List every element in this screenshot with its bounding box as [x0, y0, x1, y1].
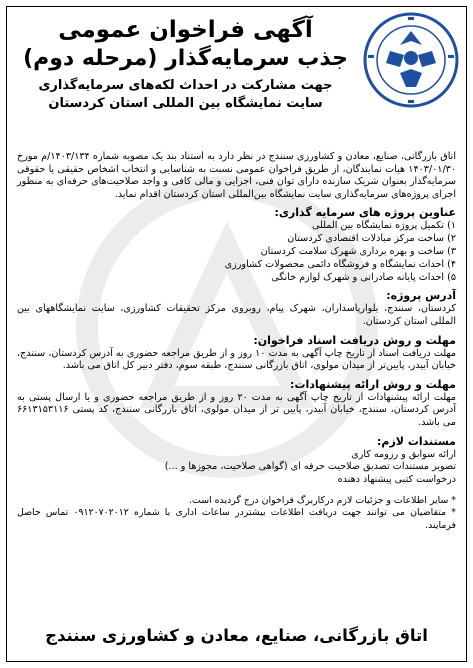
note-item: * متقاضیان می توانند جهت دریافت اطلاعات بیشتردر ساعات اداری با شماره ۰۹۱۲۰۷۰۲۰۱۲ تماس حاصل فرمایند.: [17, 507, 456, 531]
list-item: ۵) احداث پایانه صادراتی و شهرک لوازم خانگی: [271, 271, 456, 283]
notice-subtitle: جذب سرمایه‌گذار (مرحله دوم): [23, 46, 348, 71]
address-text: کردستان، سنندج، بلوارپاسداران، شهرک پیام، روبروی مرکز تحقیقات کشاورزی، سایت نمایشگاههای بین المللی استان کردستان.: [17, 303, 456, 327]
list-item: تصویر مستندات تصدیق صلاحیت حرفه ای (گواهی صلاحیت، مجوزها و ...): [164, 461, 456, 473]
list-item: ۱) تکمیل پروژه نمایشگاه بین المللی: [311, 220, 456, 232]
footer-org-name: اتاق بازرگانی، صنایع، معادن و کشاورزی سنندج: [45, 626, 428, 645]
list-item: ارائه سوابق و رزومه کاری: [351, 448, 456, 460]
projects-heading: عناوین پروژه های سرمایه گذاری:: [274, 206, 456, 220]
note-item: * سایر اطلاعات و جزئیات لازم درکاربرگ فراخوان درج گردیده است.: [189, 494, 456, 506]
notice-line3: جهت مشارکت در احداث لکه‌های سرمایه‌گذاری: [38, 78, 333, 93]
notice-line4: سایت نمایشگاه بین المللی استان کردستان: [48, 96, 323, 111]
list-item: ۲) ساخت مرکز مبادلات اقتصادی کردستان: [287, 233, 456, 245]
address-heading: آدرس پروژه:: [386, 289, 456, 303]
notice-title: آگهی فراخوان عمومی: [58, 17, 313, 43]
receive-heading: مهلت و روش دریافت اسناد فراخوان:: [253, 333, 456, 347]
intro-paragraph: اتاق بازرگانی، صنایع، معادن و کشاورزی سنندج در نظر دارد به استناد بند یک مصوبه شماره ۱۴۰۳/۱۳۴/م مورخ ۱۴۰۳/۰۱/۳۰ هیات نمایندگان، از طریق فراخوان عمومی نسبت به شناسایی و انتخاب اشخاص حقیقی یا حقوقی سرمایه‌گذار بعنوان شریک سازنده دارای توان فنی، اجرایی و مالی کافی و واجد صلاحیت‌های حرفه‌ای به منظور اجرای پروژه‌های سرمایه‌گذاری سایت نمایشگاه بین‌المللی استان کردستان اقدام نماید.: [17, 151, 456, 200]
notice-frame: [6, 6, 467, 662]
projects-list: [17, 220, 456, 284]
docs-heading: مستندات لازم:: [377, 434, 456, 448]
notice-header: [15, 15, 356, 113]
notes: [17, 495, 456, 532]
docs-list: [17, 449, 456, 487]
notice-body: [17, 151, 456, 532]
submit-heading: مهلت و روش ارائه پیشنهادات:: [290, 377, 456, 391]
list-item: درخواست کتبی پیشنهاد دهنده: [337, 474, 456, 486]
list-item: ۴) احداث نمایشگاه و فروشگاه دائمی محصولات کشاورزی: [224, 258, 456, 270]
chamber-of-commerce-logo: [360, 11, 462, 109]
submit-text: مهلت ارائه پیشنهادات از تاریخ چاپ آگهی به مدت ۲۰ روز و از طریق مراجعه حضوری و یا ارسال پستی به آدرس کردستان، سنندج، خیابان آبیدر، پایین تر از میدان مولوی، اتاق بازرگانی سنندج، کد پستی ۶۶۱۳۱۵۳۱۱۶ می باشد.: [17, 391, 456, 428]
list-item: ۳) ساخت و بهره برداری شهرک سلامت کردستان: [260, 245, 456, 257]
receive-text: مهلت دریافت اسناد از تاریخ چاپ آگهی به مدت ۱۰ روز و از طریق مراجعه حضوری به آدرس کردستان، سنندج، خیابان آبیدر، پایین‌تر از میدان مولوی، اتاق بازرگانی سنندج، طبقه سوم، دفتر دبیر کل اتاق می باشد.: [17, 347, 456, 372]
